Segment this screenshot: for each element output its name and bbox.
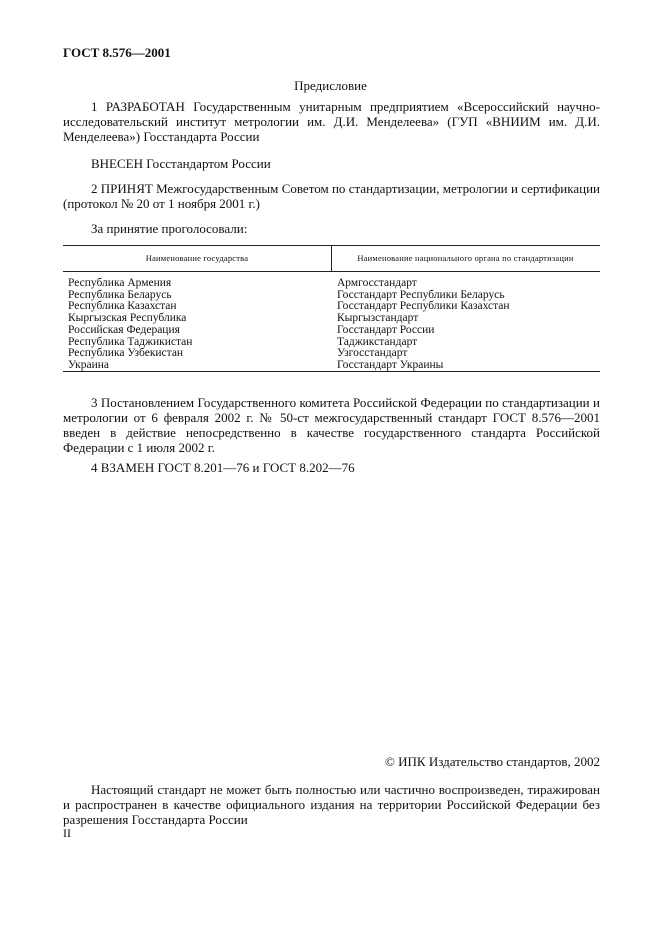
paragraph-replaces: 4 ВЗАМЕН ГОСТ 8.201—76 и ГОСТ 8.202—76 [91,460,355,475]
table-column-states [68,278,192,372]
table-cell: Республика Казахстан [68,300,177,313]
table-cell: Таджикстандарт [337,335,418,348]
table-cell: Республика Таджикистан [68,335,193,348]
copyright-line: © ИПК Издательство стандартов, 2002 [385,754,600,769]
table-header-body: Наименование национального органа по стандартизации [357,253,574,263]
table-cell: Госстандарт Республики Беларусь [337,288,505,301]
table-cell: Республика Беларусь [68,288,172,301]
table-cell: Республика Узбекистан [68,347,184,360]
table-cell: Армгосстандарт [337,277,417,289]
table-column-bodies [337,278,510,372]
paragraph-voted: За принятие проголосовали: [91,221,248,236]
table-cell: Госстандарт Украины [337,358,444,371]
table-cell: Республика Армения [68,277,172,289]
table-cell: Украина [68,358,109,371]
paragraph-adopted: 2 ПРИНЯТ Межгосударственным Советом по стандартизации, метрологии и сертификации (протокол № 20 от 1 ноября 2001 г.) [63,181,600,211]
table-cell: Кыргызстандарт [337,312,419,325]
table-header-divider [63,271,600,272]
reproduction-notice: Настоящий стандарт не может быть полностью или частично воспроизведен, тиражирован и распространен в качестве официального издания на территории Российской Федерации без разрешения Госстандарта России [63,782,600,827]
table-cell: Узгосстандарт [337,347,408,360]
document-code: ГОСТ 8.576—2001 [63,45,171,60]
page-number: II [63,826,71,840]
table-header-state: Наименование государства [145,253,249,263]
voting-table [63,245,600,372]
paragraph-introduced: ВНЕСЕН Госстандартом России [91,156,271,171]
page-title: Предисловие [294,78,367,93]
paragraph-resolution: 3 Постановлением Государственного комитета Российской Федерации по стандартизации и метрологии от 6 февраля 2002 г. № 50-ст межгосударственный стандарт ГОСТ 8.576—2001 введен в действие непосредственно в качестве государственного стандарта Российской Федерации с 1 июля 2002 г. [63,395,600,455]
table-cell: Российская Федерация [68,323,180,336]
paragraph-developed: 1 РАЗРАБОТАН Государственным унитарным предприятием «Всероссийский научно-исследовательский институт метрологии им. Д.И. Менделеева» (ГУП «ВНИИМ им. Д.И. Менделеева») Госстандарта России [63,99,600,144]
table-cell: Госстандарт России [337,323,435,336]
table-cell: Кыргызская Республика [68,312,187,325]
table-cell: Госстандарт Республики Казахстан [337,300,510,313]
